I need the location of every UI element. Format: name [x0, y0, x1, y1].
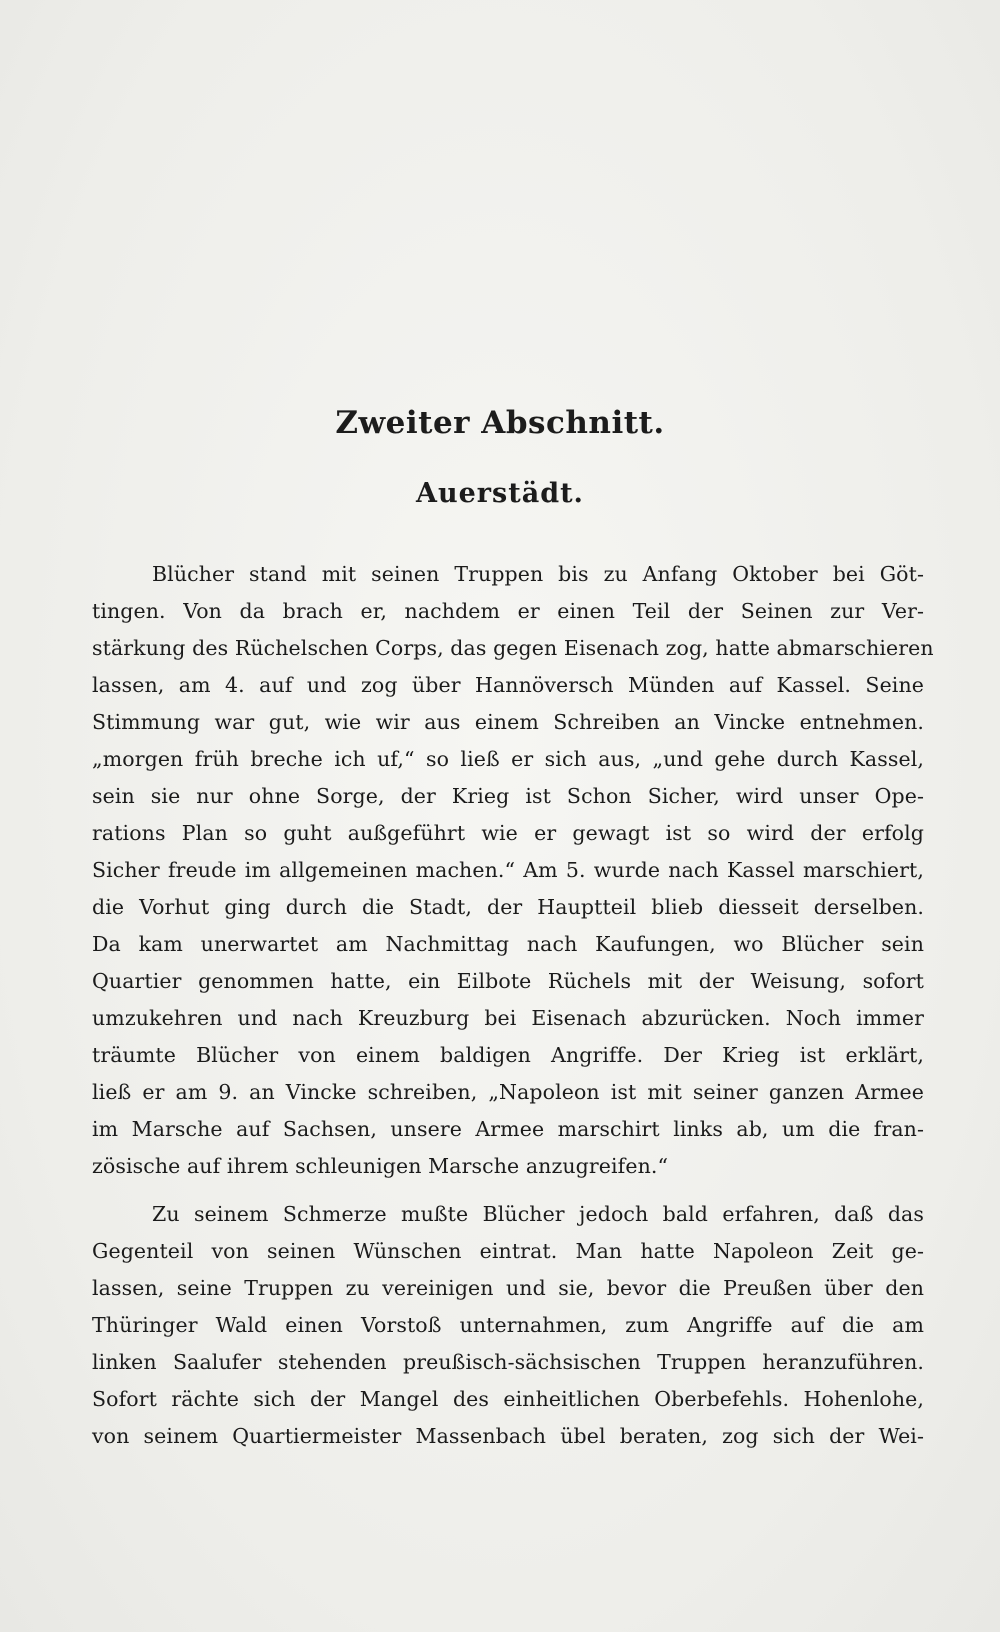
text-line: Da kam unerwartet am Nachmittag nach Kaufungen, wo Blücher sein — [92, 932, 924, 956]
text-line: tingen. Von da brach er, nachdem er einen Teil der Seinen zur Ver- — [92, 599, 924, 623]
text-line: „morgen früh breche ich uf,“ so ließ er sich aus, „und gehe durch Kassel, — [92, 747, 924, 771]
text-line: Gegenteil von seinen Wünschen eintrat. Man hatte Napoleon Zeit ge- — [92, 1239, 924, 1263]
text-line: Sicher freude im allgemeinen machen.“ Am 5. wurde nach Kassel marschiert, — [92, 858, 924, 882]
text-line: im Marsche auf Sachsen, unsere Armee marschirt links ab, um die fran- — [92, 1117, 924, 1141]
section-heading: Auerstädt. — [416, 478, 584, 509]
text-line: träumte Blücher von einem baldigen Angriffe. Der Krieg ist erklärt, — [92, 1043, 924, 1067]
text-line: zösische auf ihrem schleunigen Marsche anzugreifen.“ — [92, 1154, 669, 1178]
text-line: von seinem Quartiermeister Massenbach übel beraten, zog sich der Wei- — [92, 1424, 924, 1448]
text-line: ließ er am 9. an Vincke schreiben, „Napoleon ist mit seiner ganzen Armee — [92, 1080, 924, 1104]
text-line: Blücher stand mit seinen Truppen bis zu Anfang Oktober bei Göt- — [152, 562, 924, 586]
text-line: lassen, am 4. auf und zog über Hannöversch Münden auf Kassel. Seine — [92, 673, 924, 697]
text-line: rations Plan so guht außgeführt wie er gewagt ist so wird der erfolg — [92, 821, 924, 845]
text-line: Sofort rächte sich der Mangel des einheitlichen Oberbefehls. Hohenlohe, — [92, 1387, 924, 1411]
paragraph-1 — [92, 556, 934, 1185]
text-line: die Vorhut ging durch die Stadt, der Hauptteil blieb diesseit derselben. — [92, 895, 924, 919]
text-line: sein sie nur ohne Sorge, der Krieg ist Schon Sicher, wird unser Ope- — [92, 784, 924, 808]
text-line: umzukehren und nach Kreuzburg bei Eisenach abzurücken. Noch immer — [92, 1006, 924, 1030]
chapter-heading: Zweiter Abschnitt. — [335, 405, 665, 441]
text-line: stärkung des Rüchelschen Corps, das gegen Eisenach zog, hatte abmarschieren — [92, 636, 934, 660]
text-line: lassen, seine Truppen zu vereinigen und sie, bevor die Preußen über den — [92, 1276, 924, 1300]
text-line: Quartier genommen hatte, ein Eilbote Rüchels mit der Weisung, sofort — [92, 969, 924, 993]
text-line: Stimmung war gut, wie wir aus einem Schreiben an Vincke entnehmen. — [92, 710, 924, 734]
text-line: Thüringer Wald einen Vorstoß unternahmen, zum Angriffe auf die am — [92, 1313, 924, 1337]
text-line: Zu seinem Schmerze mußte Blücher jedoch bald erfahren, daß das — [152, 1202, 924, 1226]
paragraph-2 — [92, 1196, 924, 1455]
text-line: linken Saalufer stehenden preußisch-sächsischen Truppen heranzuführen. — [92, 1350, 924, 1374]
